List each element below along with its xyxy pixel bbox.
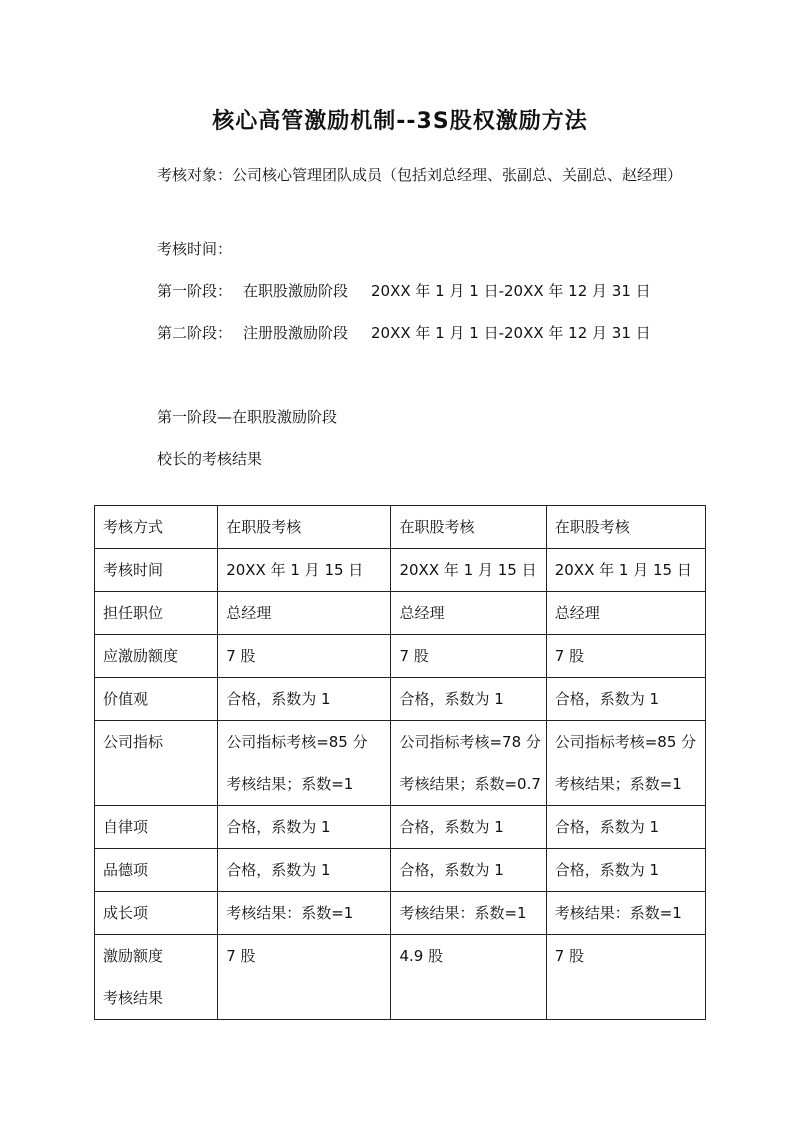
cell-text: 合格，系数为 1 (554, 818, 660, 836)
row-label: 考核时间 (103, 561, 164, 579)
table-cell (218, 506, 391, 549)
cell-text: 总经理 (554, 604, 600, 622)
row-label: 价值观 (103, 690, 149, 708)
cell-text: 合格，系数为 1 (554, 690, 660, 708)
stage-row-2 (157, 318, 651, 348)
table-cell (546, 549, 705, 592)
cell-text: 7 股 (399, 647, 429, 665)
cell-text: 考核结果；系数=0.7 (399, 775, 541, 793)
cell-text: 7 股 (226, 947, 256, 965)
table-cell (391, 678, 546, 721)
row-label: 公司指标 (103, 733, 164, 751)
cell-text: 4.9 股 (399, 947, 444, 965)
cell-text: 公司指标考核=78 分 (399, 733, 541, 751)
row-label: 担任职位 (103, 604, 164, 622)
row-label: 应激励额度 (103, 647, 179, 665)
table-row (95, 849, 706, 892)
table-cell (218, 892, 391, 935)
subject-line: 考核对象：公司核心管理团队成员（包括刘总经理、张副总、关副总、赵经理） (157, 166, 683, 184)
row-label-cell (95, 892, 218, 935)
cell-text: 7 股 (554, 947, 585, 965)
cell-text: 考核结果；系数=1 (554, 775, 682, 793)
section-heading: 第一阶段—在职股激励阶段 (157, 408, 338, 426)
table-row (95, 892, 706, 935)
row-label-cell (95, 849, 218, 892)
row-label-cell (95, 806, 218, 849)
stage-row-1 (157, 276, 651, 306)
stage-label: 第一阶段： (157, 282, 233, 300)
table-row (95, 678, 706, 721)
stage-name: 注册股激励阶段 (243, 324, 349, 342)
cell-text: 考核结果：系数=1 (554, 904, 682, 922)
table-cell (218, 678, 391, 721)
row-label-cell (95, 721, 218, 806)
row-label: 成长项 (103, 904, 149, 922)
table-cell (218, 721, 391, 806)
table-cell (218, 635, 391, 678)
stage-name: 在职股激励阶段 (243, 282, 349, 300)
table-cell (218, 849, 391, 892)
cell-text: 合格，系数为 1 (226, 818, 331, 836)
cell-text: 合格，系数为 1 (399, 818, 504, 836)
cell-text: 7 股 (554, 647, 585, 665)
cell-text: 合格，系数为 1 (226, 690, 331, 708)
table-cell (391, 592, 546, 635)
table-row (95, 721, 706, 806)
row-label: 激励额度 (103, 947, 164, 965)
assessment-table (94, 505, 706, 1020)
table-row (95, 806, 706, 849)
table-row (95, 506, 706, 549)
cell-text: 合格，系数为 1 (399, 690, 504, 708)
table-cell (546, 721, 705, 806)
row-label: 考核方式 (103, 518, 164, 536)
table-cell (546, 849, 705, 892)
section-subheading: 校长的考核结果 (157, 450, 263, 468)
table-cell (391, 935, 546, 1020)
cell-text: 合格，系数为 1 (554, 861, 660, 879)
cell-text: 20XX 年 1 月 15 日 (399, 561, 537, 579)
cell-text: 考核结果：系数=1 (399, 904, 527, 922)
table-cell (391, 849, 546, 892)
table-cell (546, 892, 705, 935)
row-label: 自律项 (103, 818, 149, 836)
time-heading: 考核时间： (157, 240, 233, 258)
table-cell (391, 806, 546, 849)
cell-text: 考核结果：系数=1 (226, 904, 354, 922)
table-cell (546, 935, 705, 1020)
table-row (95, 635, 706, 678)
cell-text: 在职股考核 (554, 518, 630, 536)
table-cell (391, 506, 546, 549)
cell-text: 合格，系数为 1 (226, 861, 331, 879)
table-cell (391, 721, 546, 806)
table-cell (218, 935, 391, 1020)
cell-text: 考核结果；系数=1 (226, 775, 354, 793)
cell-text: 公司指标考核=85 分 (554, 733, 697, 751)
row-label-cell (95, 935, 218, 1020)
table-cell (546, 506, 705, 549)
row-label-cell (95, 506, 218, 549)
stage-period: 20XX 年 1 月 1 日-20XX 年 12 月 31 日 (371, 282, 651, 300)
row-label-cell (95, 549, 218, 592)
cell-text: 总经理 (399, 604, 445, 622)
cell-text: 7 股 (226, 647, 256, 665)
table-cell (546, 806, 705, 849)
row-label: 考核结果 (103, 989, 164, 1007)
cell-text: 20XX 年 1 月 15 日 (554, 561, 692, 579)
cell-text: 公司指标考核=85 分 (226, 733, 368, 751)
cell-text: 合格，系数为 1 (399, 861, 504, 879)
table-cell (391, 549, 546, 592)
table-row (95, 592, 706, 635)
table-cell (218, 592, 391, 635)
table-cell (218, 806, 391, 849)
cell-text: 在职股考核 (399, 518, 475, 536)
table-cell (546, 678, 705, 721)
table-row (95, 935, 706, 1020)
cell-text: 在职股考核 (226, 518, 302, 536)
cell-text: 20XX 年 1 月 15 日 (226, 561, 364, 579)
table-cell (218, 549, 391, 592)
stage-label: 第二阶段： (157, 324, 233, 342)
table-cell (391, 892, 546, 935)
row-label: 品德项 (103, 861, 149, 879)
row-label-cell (95, 635, 218, 678)
table-cell (391, 635, 546, 678)
cell-text: 总经理 (226, 604, 272, 622)
stage-period: 20XX 年 1 月 1 日-20XX 年 12 月 31 日 (371, 324, 651, 342)
row-label-cell (95, 678, 218, 721)
row-label-cell (95, 592, 218, 635)
table-cell (546, 592, 705, 635)
page-title: 核心高管激励机制--3S股权激励方法 (212, 109, 588, 134)
table-cell (546, 635, 705, 678)
table-row (95, 549, 706, 592)
